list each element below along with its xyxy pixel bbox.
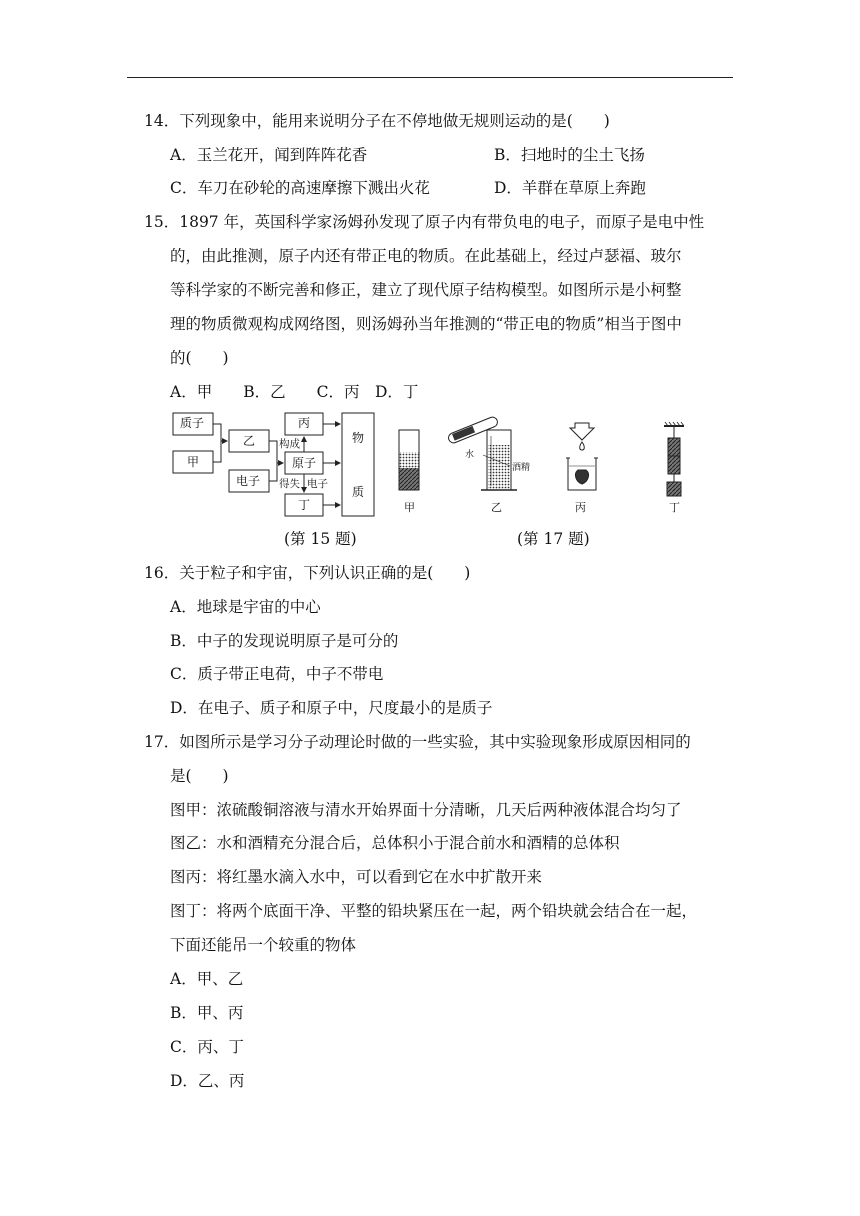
q17-desc-ding-1: 图丁：将两个底面干净、平整的铅块紧压在一起，两个铅块就会结合在一起，	[170, 902, 698, 920]
fig17-label-jia: 甲	[404, 501, 415, 514]
q17-stem-line-2: 是( )	[170, 767, 229, 785]
fig17-jia-cylinder	[399, 430, 419, 490]
q17-desc-yi: 图乙：水和酒精充分混合后，总体积小于混合前水和酒精的总体积	[170, 834, 620, 852]
q14-option-c: C．车刀在砂轮的高速摩擦下溅出火花	[170, 179, 430, 197]
q17-stem-line-1: 17．如图所示是学习分子动理论时做的一些实验，其中实验现象形成原因相同的	[144, 733, 691, 751]
fig15-label-matter-top: 物	[352, 431, 365, 445]
fig15-label-atom: 原子	[292, 456, 317, 470]
q16-option-a: A．地球是宇宙的中心	[170, 598, 321, 616]
fig17-label-water: 水	[465, 450, 475, 460]
fig17-ding-lead-blocks	[664, 422, 684, 496]
q14-option-b: B．扫地时的尘土飞扬	[494, 146, 645, 164]
fig15-label-compose: 构成	[279, 438, 300, 450]
fig15-label-electron-small: 电子	[307, 478, 328, 490]
fig15-label-yi: 乙	[243, 434, 256, 448]
fig17-label-yi: 乙	[491, 501, 502, 514]
fig15-label-matter-bottom: 质	[352, 485, 365, 499]
fig15-label-bing: 丙	[298, 416, 311, 430]
q15-stem-line-2: 的，由此推测，原子内还有带正电的物质。在此基础上，经过卢瑟福、玻尔	[170, 247, 682, 265]
q14-option-d: D．羊群在草原上奔跑	[494, 179, 646, 197]
fig15-label-electron: 电子	[236, 474, 261, 488]
q16-option-c: C．质子带正电荷，中子不带电	[170, 665, 384, 683]
q15-stem-line-3: 等科学家的不断完善和修正，建立了现代原子结构模型。如图所示是小柯整	[170, 281, 682, 299]
q17-option-a: A．甲、乙	[170, 970, 244, 988]
fig15-label-jia: 甲	[187, 455, 200, 469]
q15-options: A．甲 B．乙 C．丙 D．丁	[170, 383, 419, 401]
q17-desc-jia: 图甲：浓硫酸铜溶液与清水开始界面十分清晰，几天后两种液体混合均匀了	[170, 801, 682, 819]
fig17-drawings	[399, 416, 684, 496]
q14-stem: 14．下列现象中，能用来说明分子在不停地做无规则运动的是( )	[144, 112, 610, 130]
fig17-label-ding: 丁	[669, 501, 680, 514]
fig17-yi-apparatus	[447, 416, 517, 490]
q17-option-c: C．丙、丁	[170, 1038, 244, 1056]
q16-option-b: B．中子的发现说明原子是可分的	[170, 632, 399, 650]
q15-stem-line-1: 15．1897 年，英国科学家汤姆孙发现了原子内有带负电的电子，而原子是电中性	[144, 213, 705, 231]
q15-stem-line-5: 的( )	[170, 349, 229, 367]
fig15-label-proton: 质子	[180, 416, 205, 430]
q16-option-d: D．在电子、质子和原子中，尺度最小的是质子	[170, 699, 493, 717]
fig17-label-bing: 丙	[575, 501, 586, 514]
q17-desc-bing: 图丙：将红墨水滴入水中，可以看到它在水中扩散开来	[170, 868, 543, 886]
q17-desc-ding-2: 下面还能吊一个较重的物体	[170, 936, 357, 954]
q17-option-d: D．乙、丙	[170, 1072, 245, 1090]
q16-stem: 16．关于粒子和宇宙，下列认识正确的是( )	[144, 564, 471, 582]
q15-stem-line-4: 理的物质微观构成网络图，则汤姆孙当年推测的“带正电的物质”相当于图中	[170, 315, 682, 333]
q14-option-a: A．玉兰花开，闻到阵阵花香	[170, 146, 368, 164]
fig15-label-ding: 丁	[298, 498, 311, 512]
fig15-caption: (第 15 题)	[284, 530, 357, 548]
fig17-label-alcohol: 酒精	[512, 463, 531, 473]
figures-area	[0, 0, 860, 560]
q17-option-b: B．甲、丙	[170, 1004, 244, 1022]
fig15-label-gainloss: 得失	[279, 478, 300, 490]
fig17-caption: (第 17 题)	[517, 530, 590, 548]
fig17-bing-beaker	[566, 423, 598, 490]
fig15-box-matter	[342, 413, 374, 516]
